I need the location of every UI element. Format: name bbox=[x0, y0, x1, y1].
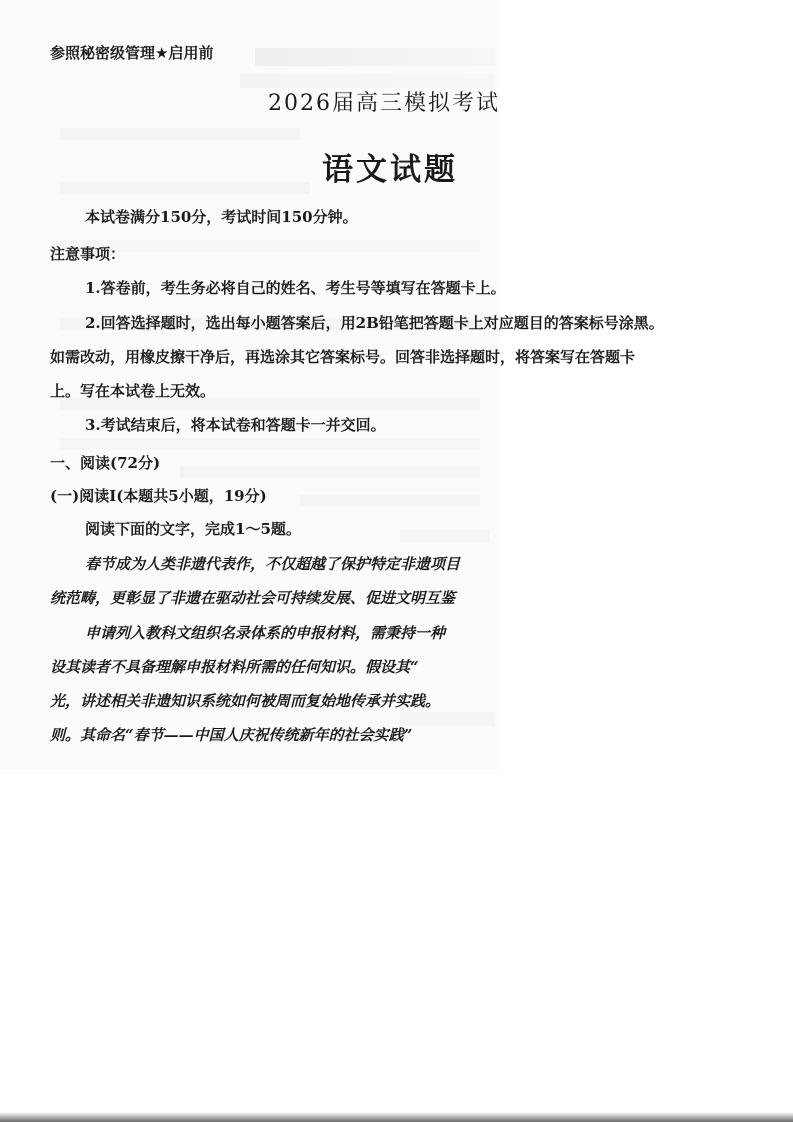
bleed-through-shadow bbox=[60, 182, 310, 194]
bleed-through-shadow bbox=[60, 438, 480, 450]
passage-line-4: 设其读者不具备理解申报材料所需的任何知识。假设其“ bbox=[50, 658, 419, 676]
passage-line-2: 统范畴，更彰显了非遗在驱动社会可持续发展、促进文明互鉴 bbox=[50, 589, 456, 607]
exam-title: 2026届高三模拟考试 bbox=[268, 91, 500, 116]
confidential-label: 参照秘密级管理★启用前 bbox=[50, 44, 214, 62]
bleed-through-shadow bbox=[400, 712, 495, 726]
passage-line-6: 则。其命名“春节——中国人庆祝传统新年的社会实践” bbox=[50, 726, 413, 744]
subsection-heading: (一)阅读Ⅰ(本题共5小题，19分) bbox=[50, 487, 267, 505]
passage-line-1: 春节成为人类非遗代表作，不仅超越了保护特定非遗项目 bbox=[85, 555, 461, 573]
passage-line-5: 光，讲述相关非遗知识系统如何被周而复始地传承并实践。 bbox=[50, 692, 441, 710]
note-3: 3.考试结束后，将本试卷和答题卡一并交回。 bbox=[85, 416, 386, 434]
bleed-through-shadow bbox=[300, 495, 480, 507]
bleed-through-shadow bbox=[400, 530, 490, 542]
section-heading: 一、阅读(72分) bbox=[50, 454, 161, 472]
bleed-through-shadow bbox=[60, 128, 300, 140]
exam-info: 本试卷满分150分，考试时间150分钟。 bbox=[85, 208, 358, 226]
note-2-continued: 如需改动，用橡皮擦干净后，再选涂其它答案标号。回答非选择题时，将答案写在答题卡 bbox=[50, 348, 636, 366]
scanner-edge bbox=[0, 1112, 793, 1122]
notes-heading: 注意事项： bbox=[50, 245, 126, 263]
note-2-end: 上。写在本试卷上无效。 bbox=[50, 382, 216, 400]
passage-line-3: 申请列入教科文组织名录体系的申报材料，需秉持一种 bbox=[85, 624, 446, 642]
bleed-through-shadow bbox=[180, 466, 480, 478]
note-1: 1.答卷前，考生务必将自己的姓名、考生号等填写在答题卡上。 bbox=[85, 279, 506, 297]
bleed-through-shadow bbox=[255, 48, 495, 66]
reading-instruction: 阅读下面的文字，完成1～5题。 bbox=[85, 520, 301, 538]
subject-title: 语文试题 bbox=[322, 152, 458, 188]
note-2: 2.回答选择题时，选出每小题答案后，用2B铅笔把答题卡上对应题目的答案标号涂黑。 bbox=[85, 314, 664, 332]
